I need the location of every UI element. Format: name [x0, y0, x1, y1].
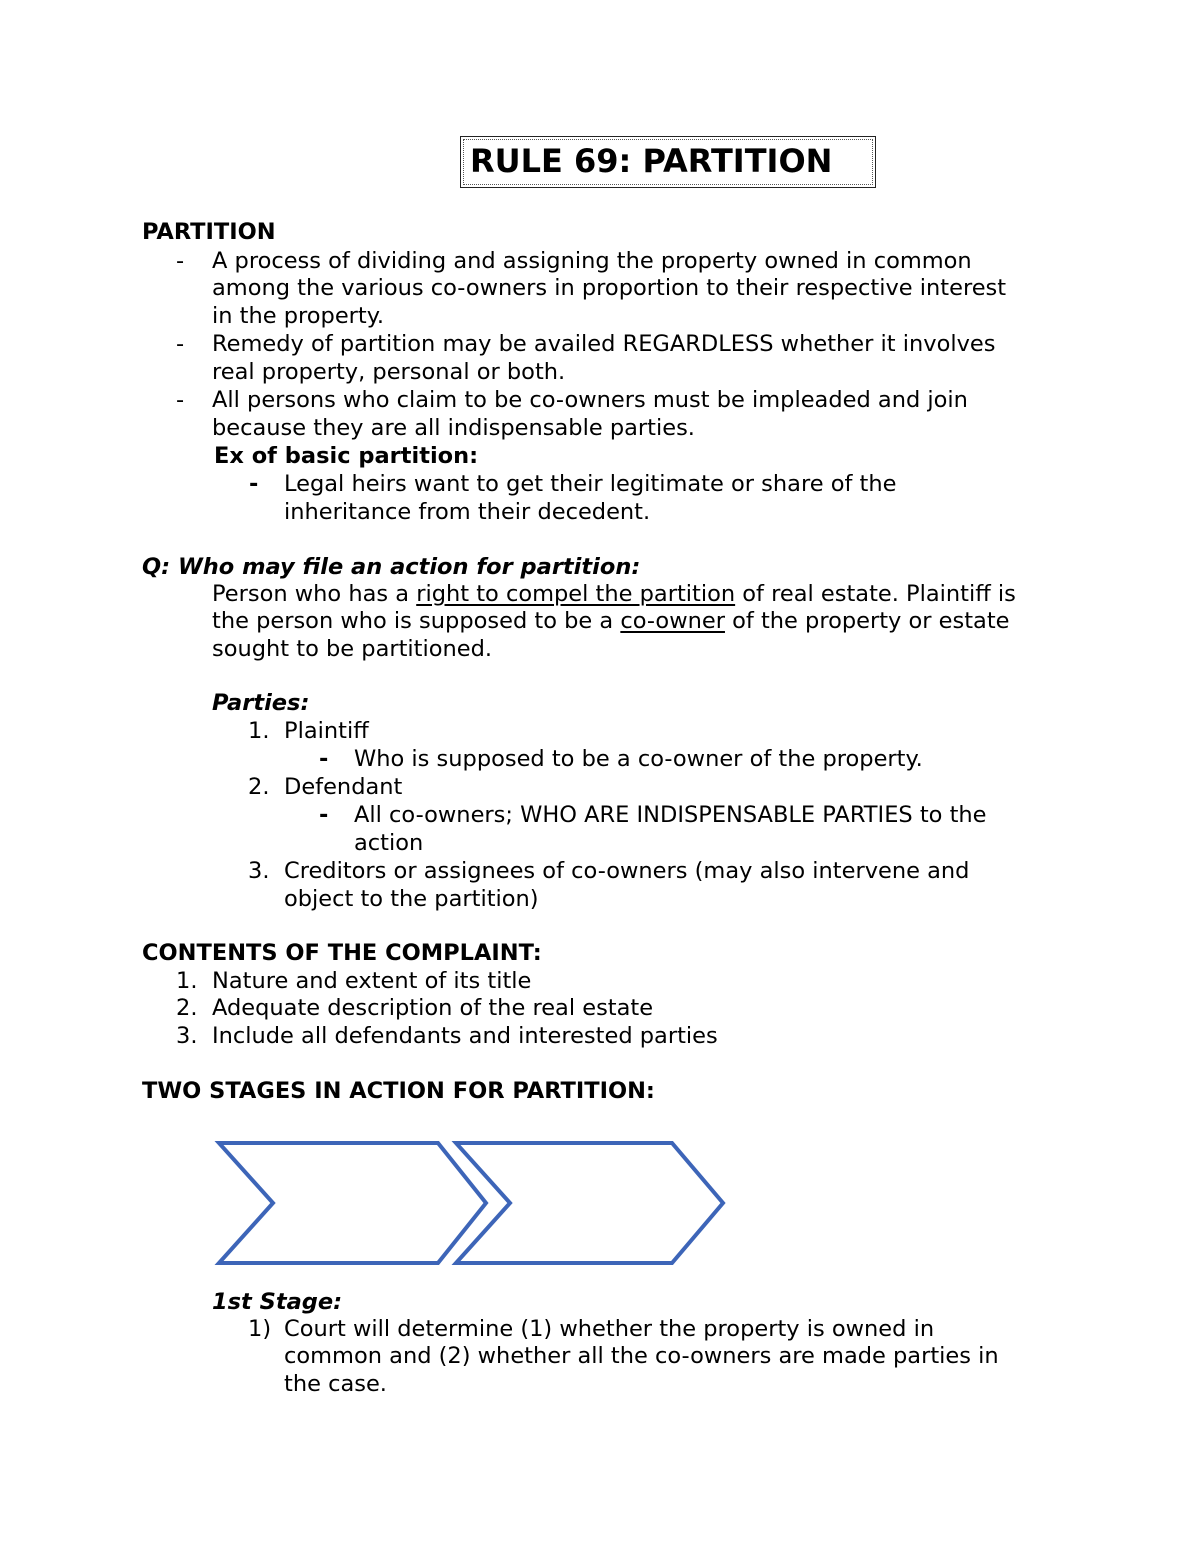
partition-bullet-1-line-1: A process of dividing and assigning the property owned in common [212, 248, 972, 274]
list-number: 3. [248, 858, 270, 884]
page-title: RULE 69: PARTITION [470, 142, 833, 180]
party-defendant-desc-2: action [354, 830, 424, 856]
partition-bullet-2-line-1: Remedy of partition may be availed REGARDLESS whether it involves [212, 331, 996, 357]
bullet-dash: - [319, 802, 329, 828]
who-may-file-line-3: sought to be partitioned. [212, 636, 493, 662]
who-may-file-line-2: the person who is supposed to be a co-owner of the property or estate [212, 608, 1010, 634]
bullet-dash: - [176, 331, 185, 357]
stages-heading: TWO STAGES IN ACTION FOR PARTITION: [142, 1078, 655, 1104]
partition-bullet-3-line-2: because they are all indispensable parties. [212, 415, 695, 441]
complaint-item-1: Nature and extent of its title [212, 968, 532, 994]
bullet-dash: - [176, 387, 185, 413]
party-creditors-line-2: object to the partition) [284, 886, 539, 912]
first-stage-line-3: the case. [284, 1371, 387, 1397]
list-number: 2. [248, 774, 270, 800]
party-defendant-desc-1: All co-owners; WHO ARE INDISPENSABLE PARTIES to the [354, 802, 987, 828]
party-creditors-line-1: Creditors or assignees of co-owners (may also intervene and [284, 858, 970, 884]
party-plaintiff: Plaintiff [284, 718, 369, 744]
list-number: 1. [248, 718, 270, 744]
party-plaintiff-desc: Who is supposed to be a co-owner of the property. [354, 746, 923, 772]
example-line-1: Legal heirs want to get their legitimate or share of the [284, 471, 897, 497]
complaint-heading: CONTENTS OF THE COMPLAINT: [142, 940, 542, 966]
who-may-file-line-1: Person who has a right to compel the partition of real estate. Plaintiff is [212, 581, 1016, 607]
bullet-dash: - [249, 471, 259, 497]
underlined-phrase: co-owner [620, 608, 725, 634]
example-heading: Ex of basic partition: [214, 443, 479, 469]
partition-bullet-1-line-2: among the various co-owners in proportion to their respective interest [212, 275, 1007, 301]
list-number: 1) [248, 1316, 272, 1342]
chevron-stage-2 [456, 1143, 723, 1263]
list-number: 2. [176, 995, 198, 1021]
party-defendant: Defendant [284, 774, 403, 800]
parties-heading: Parties: [212, 690, 310, 716]
list-number: 3. [176, 1023, 198, 1049]
bullet-dash: - [176, 248, 185, 274]
partition-bullet-3-line-1: All persons who claim to be co-owners must be impleaded and join [212, 387, 968, 413]
first-stage-line-1: Court will determine (1) whether the property is owned in [284, 1316, 935, 1342]
partition-bullet-1-line-3: in the property. [212, 303, 385, 329]
chevron-stage-1 [219, 1143, 486, 1263]
complaint-item-3: Include all defendants and interested parties [212, 1023, 718, 1049]
first-stage-line-2: common and (2) whether all the co-owners are made parties in [284, 1343, 999, 1369]
list-number: 1. [176, 968, 198, 994]
underlined-phrase: right to compel the partition [416, 581, 736, 607]
partition-heading: PARTITION [142, 219, 276, 245]
example-line-2: inheritance from their decedent. [284, 499, 651, 525]
complaint-item-2: Adequate description of the real estate [212, 995, 654, 1021]
who-may-file-question: Q: Who may file an action for partition: [142, 554, 641, 580]
bullet-dash: - [319, 746, 329, 772]
first-stage-heading: 1st Stage: [212, 1289, 343, 1315]
partition-bullet-2-line-2: real property, personal or both. [212, 359, 566, 385]
